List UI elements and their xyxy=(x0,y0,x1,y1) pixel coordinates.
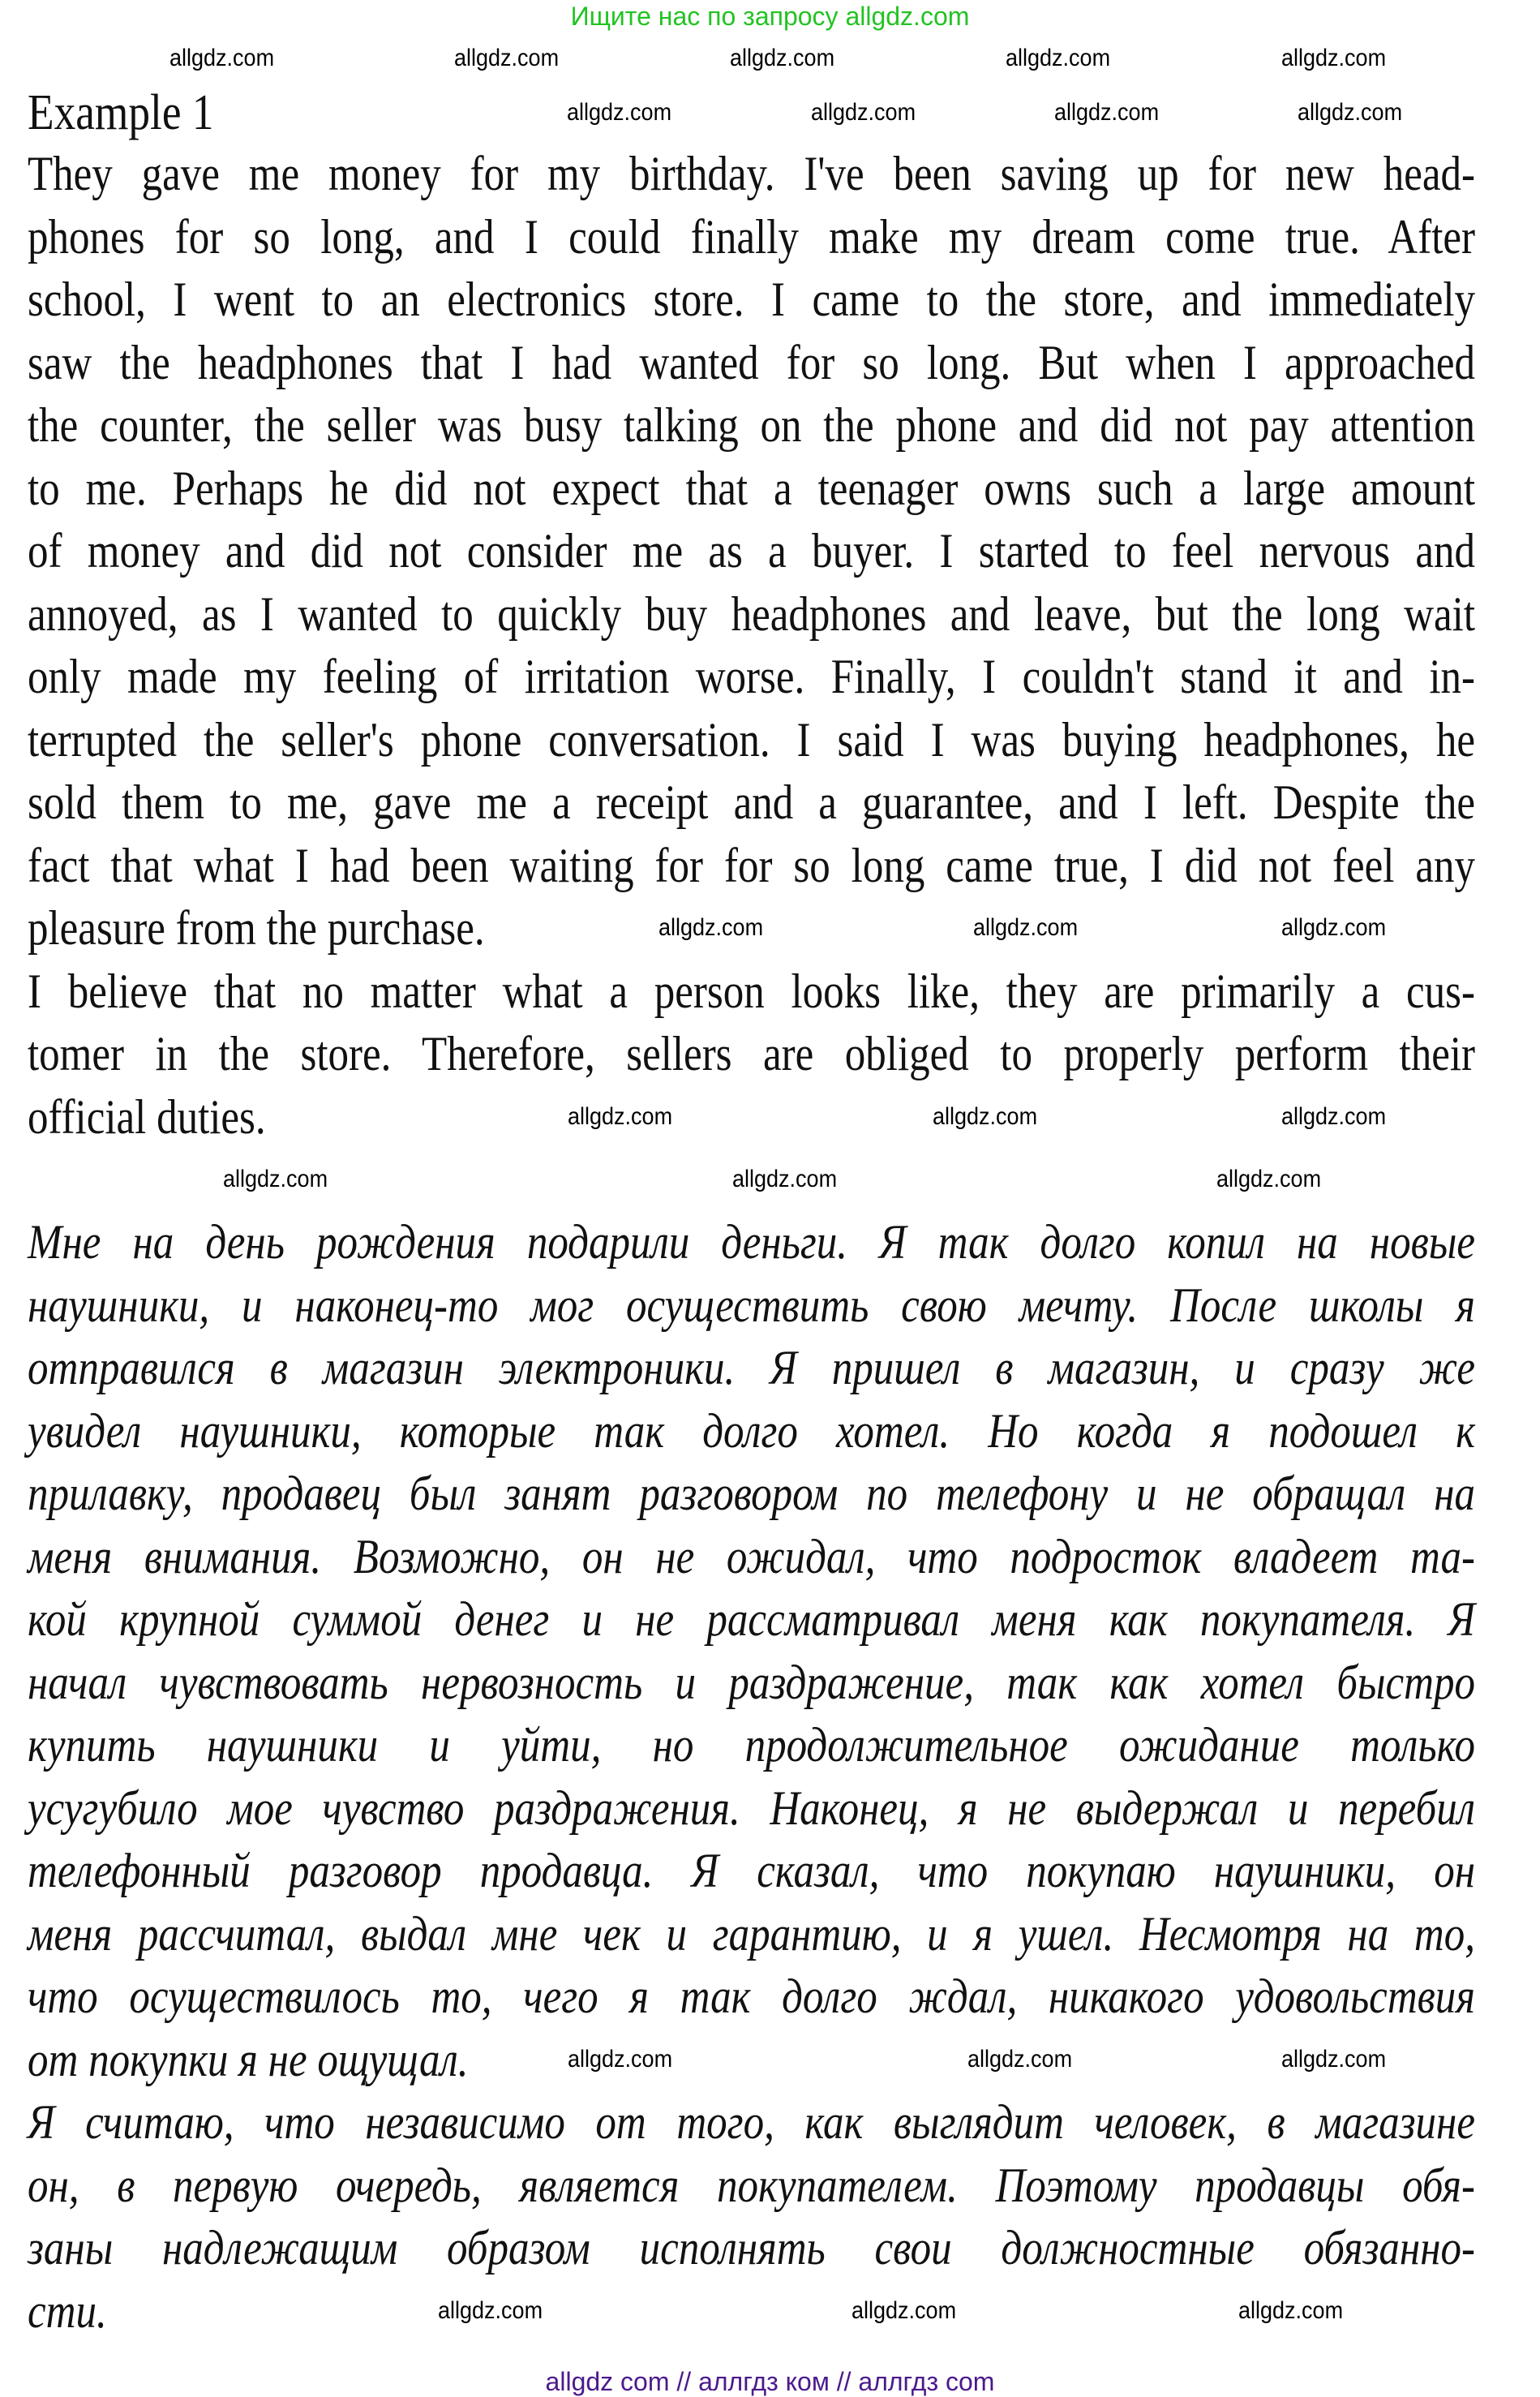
watermark: allgdz.com xyxy=(811,99,916,126)
text-line: увидел наушники, которые так долго хотел. Но когда я подошел к xyxy=(28,1403,1475,1458)
text-line: to me. Perhaps he did not expect that a teenager owns such a large amount xyxy=(28,461,1475,515)
text-line: прилавку, продавец был занят разговором по телефону и не обращал на xyxy=(28,1467,1475,1520)
watermark: allgdz.com xyxy=(1281,1103,1387,1130)
text-line: pleasure from the purchase. xyxy=(28,901,485,955)
text-line: телефонный разговор продавца. Я сказал, что покупаю наушники, он xyxy=(28,1844,1475,1897)
watermark: allgdz.com xyxy=(933,1103,1038,1130)
text-line: начал чувствовать нервозность и раздражение, так как хотел быстро xyxy=(28,1655,1475,1709)
text-line: от покупки я не ощущал. xyxy=(28,2032,469,2086)
text-line: saw the headphones that I had wanted for so long. But when I approached xyxy=(28,335,1475,389)
text-line: phones for so long, and I could finally make my dream come true. After xyxy=(28,209,1475,264)
watermark: allgdz.com xyxy=(223,1166,328,1192)
text-line: он, в первую очередь, является покупателем. Поэтому продавцы обя- xyxy=(28,2158,1475,2212)
text-line: Я считаю, что независимо от того, как выглядит человек, в магазине xyxy=(28,2095,1475,2149)
text-line: tomer in the store. Therefore, sellers are obliged to properly perform their xyxy=(28,1027,1475,1080)
text-line: terrupted the seller's phone conversation. I said I was buying headphones, he xyxy=(28,712,1475,767)
watermark: allgdz.com xyxy=(1298,99,1403,126)
watermark: allgdz.com xyxy=(568,1103,673,1130)
text-line: меня рассчитал, выдал мне чек и гарантию, и я ушел. Несмотря на то, xyxy=(28,1906,1475,1961)
watermark: allgdz.com xyxy=(1054,99,1160,126)
text-line: official duties. xyxy=(28,1089,266,1144)
text-line: annoyed, as I wanted to quickly buy headphones and leave, but the long wait xyxy=(28,586,1475,641)
watermark: allgdz.com xyxy=(730,45,835,71)
text-line: I believe that no matter what a person looks like, they are primarily a cus- xyxy=(28,964,1475,1018)
text-line: наушники, и наконец-то мог осуществить свою мечту. После школы я xyxy=(28,1278,1475,1332)
watermark: allgdz.com xyxy=(658,914,764,941)
text-line: кой крупной суммой денег и не рассматривал меня как покупателя. Я xyxy=(28,1592,1475,1646)
text-line: school, I went to an electronics store. I came to the store, and immediately xyxy=(28,273,1475,326)
watermark: allgdz.com xyxy=(732,1166,838,1192)
text-line: заны надлежащим образом исполнять свои должностные обязанно- xyxy=(28,2221,1475,2275)
watermark: allgdz.com xyxy=(438,2297,543,2324)
watermark: allgdz.com xyxy=(1281,45,1387,71)
english-text xyxy=(28,143,1475,1149)
text-line: only made my feeling of irritation worse. Finally, I couldn't stand it and in- xyxy=(28,650,1475,703)
watermark: allgdz.com xyxy=(1281,2046,1387,2073)
watermark: allgdz.com xyxy=(568,2046,673,2073)
watermark: allgdz.com xyxy=(1238,2297,1344,2324)
top-banner: Ищите нас по запросу allgdz.com xyxy=(570,2,970,31)
text-line: меня внимания. Возможно, он не ожидал, что подросток владеет та- xyxy=(28,1529,1475,1583)
watermark: allgdz.com xyxy=(567,99,672,126)
text-line: the counter, the seller was busy talking on the phone and did not pay attention xyxy=(28,398,1475,452)
text-line: отправился в магазин электроники. Я пришел в магазин, и сразу же xyxy=(28,1341,1475,1394)
watermark: allgdz.com xyxy=(967,2046,1073,2073)
text-line: of money and did not consider me as a buyer. I started to feel nervous and xyxy=(28,524,1475,578)
text-line: купить наушники и уйти, но продолжительное ожидание только xyxy=(28,1718,1475,1772)
bottom-banner: allgdz com // аллгдз ком // аллгдз com xyxy=(545,2367,995,2396)
watermark: allgdz.com xyxy=(852,2297,957,2324)
watermark: allgdz.com xyxy=(1006,45,1111,71)
text-line: Мне на день рождения подарили деньги. Я так долго копил на новые xyxy=(28,1215,1475,1269)
example-heading: Example 1 xyxy=(28,85,214,140)
watermark: allgdz.com xyxy=(1216,1166,1322,1192)
text-line: fact that what I had been waiting for for so long came true, I did not feel any xyxy=(28,838,1475,892)
russian-text xyxy=(28,1211,1475,2343)
text-line: усугубило мое чувство раздражения. Наконец, я не выдержал и перебил xyxy=(28,1781,1475,1835)
text-line: They gave me money for my birthday. I've been saving up for new head- xyxy=(28,147,1475,200)
watermark: allgdz.com xyxy=(1281,914,1387,941)
watermark: allgdz.com xyxy=(169,45,275,71)
text-line: что осуществилось то, чего я так долго ждал, никакого удовольствия xyxy=(28,1970,1475,2023)
watermark: allgdz.com xyxy=(973,914,1079,941)
text-line: sold them to me, gave me a receipt and a guarantee, and I left. Despite the xyxy=(28,775,1475,829)
text-line: сти. xyxy=(28,2283,107,2338)
watermark: allgdz.com xyxy=(454,45,560,71)
